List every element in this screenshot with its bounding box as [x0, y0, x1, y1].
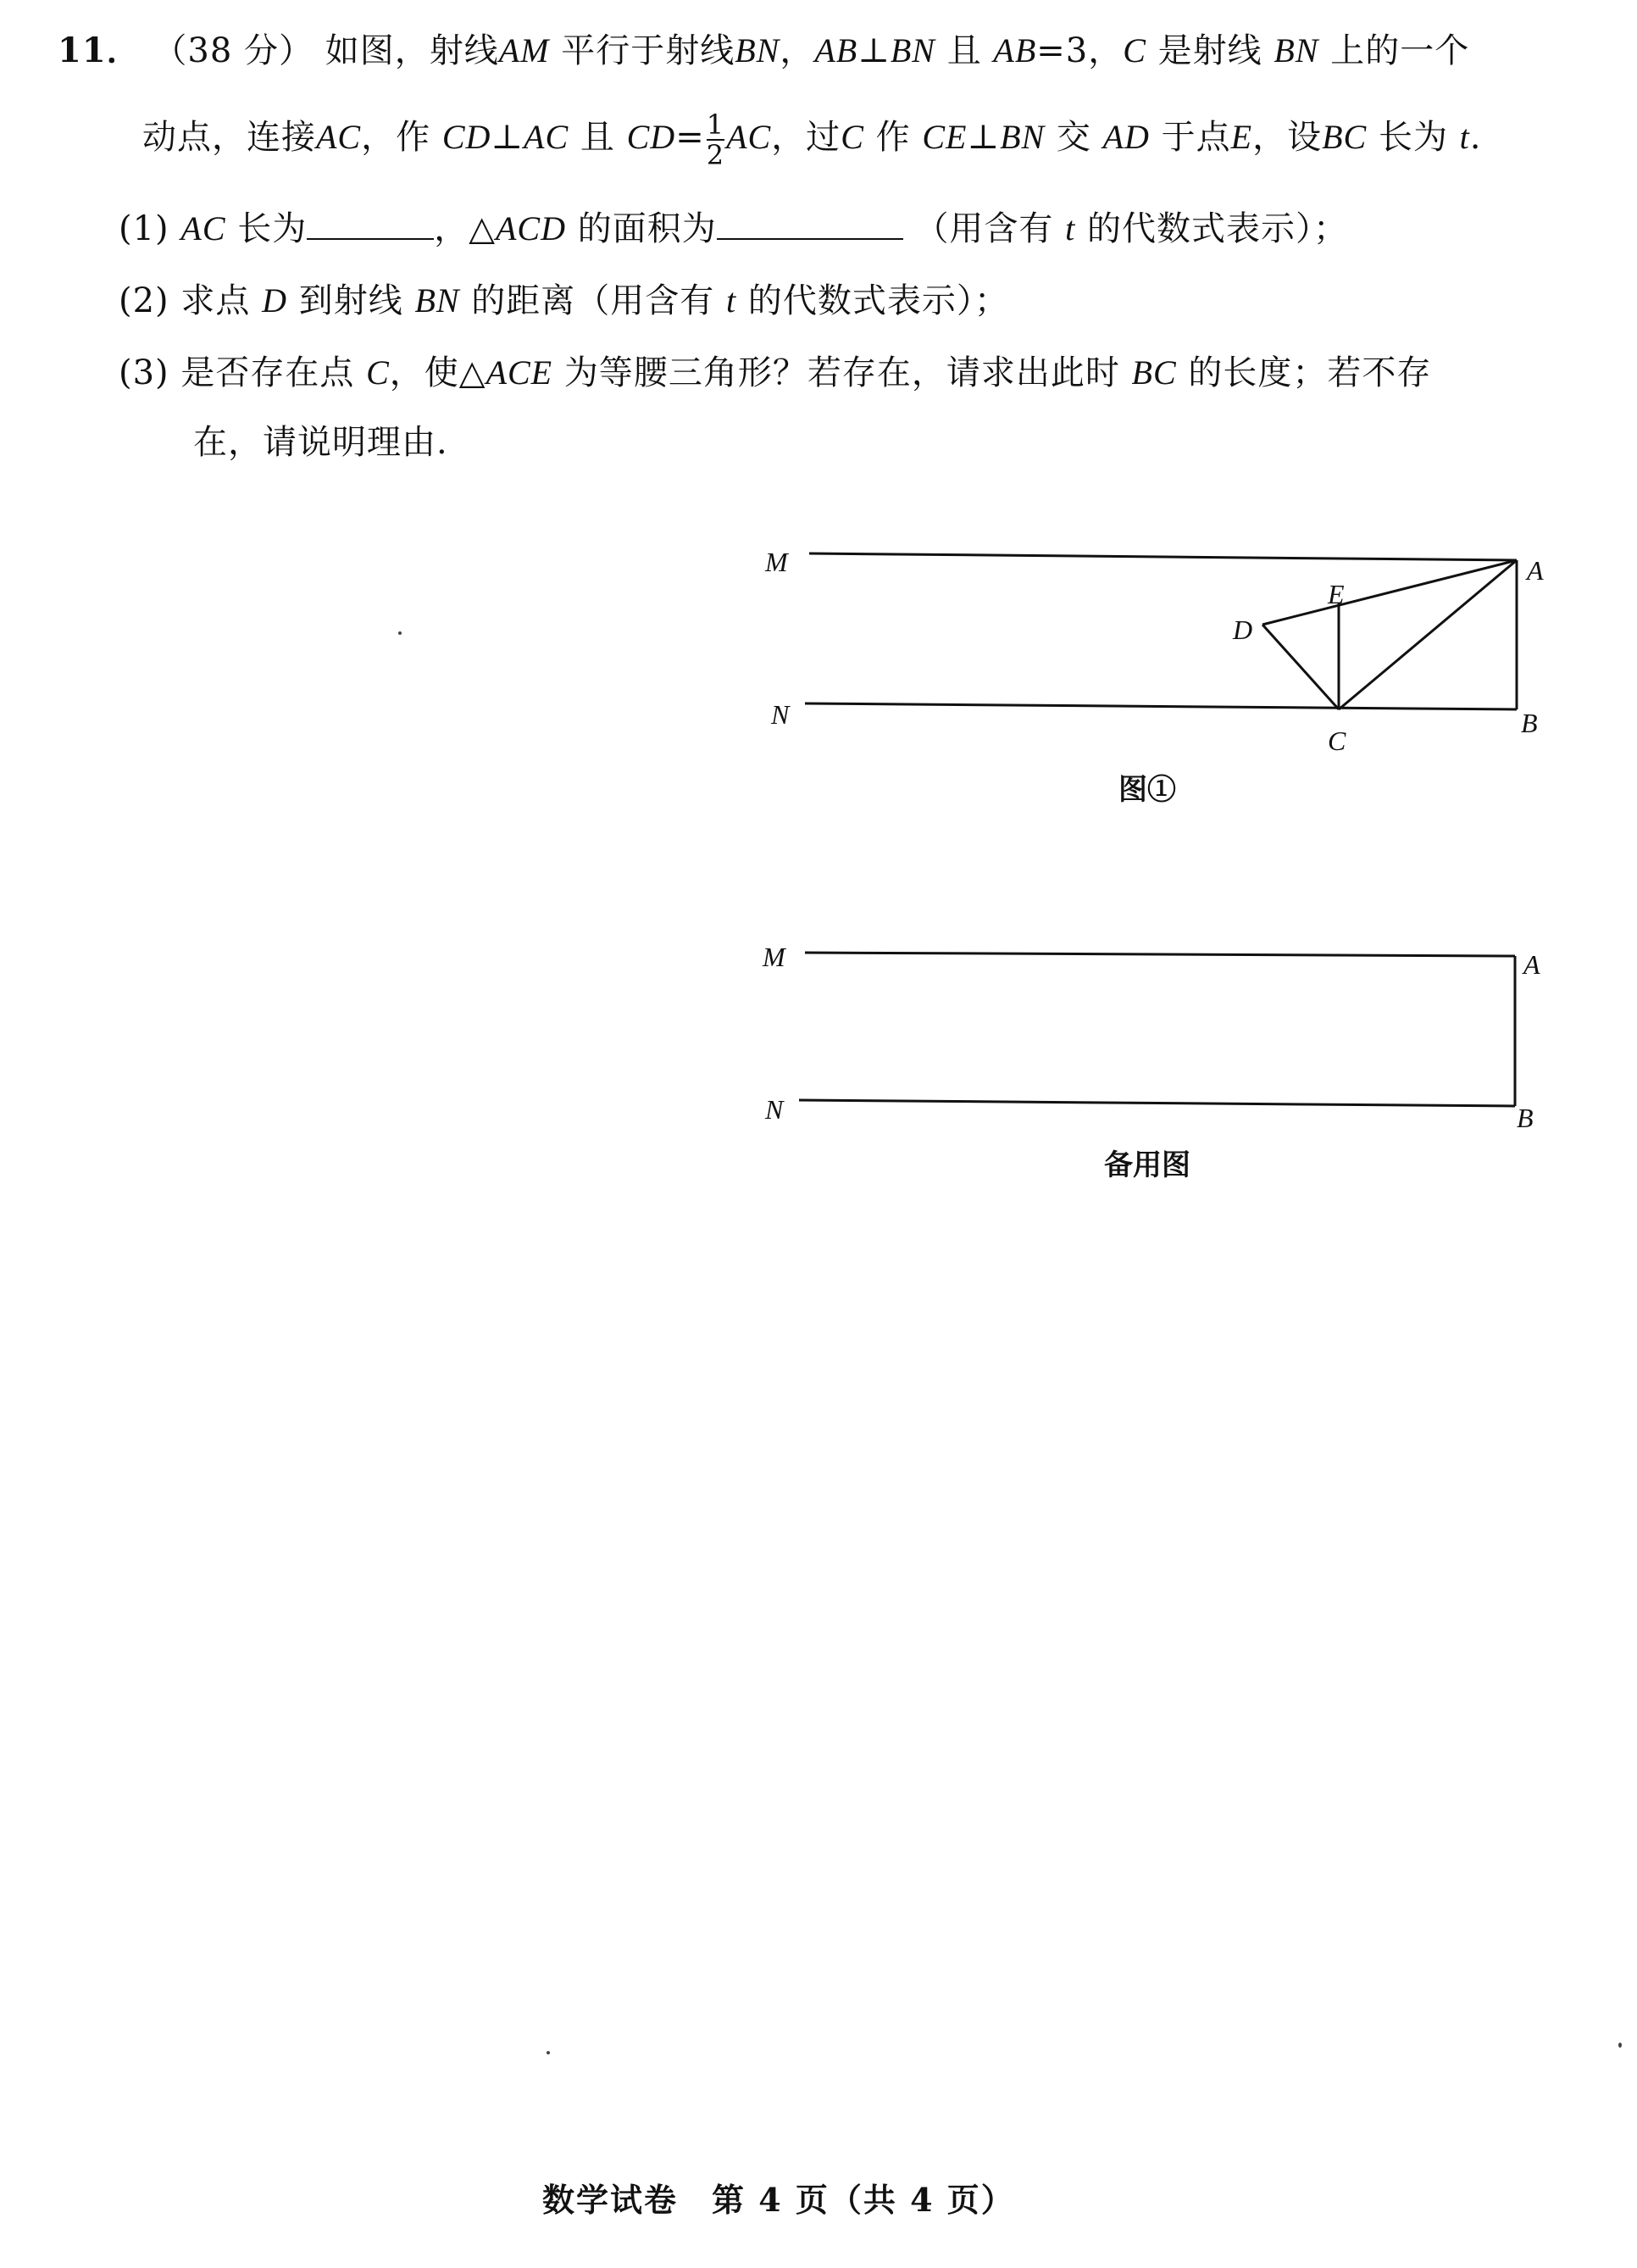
part-label: (3) — [119, 353, 169, 392]
var-ad: AD — [1102, 118, 1150, 156]
figure-2-caption: 备用图 — [1104, 1148, 1190, 1182]
text: 到射线 — [298, 281, 403, 320]
text: ，过 — [771, 118, 841, 157]
text: 上的一个 — [1330, 31, 1470, 70]
label-a: A — [1527, 555, 1544, 586]
equals-sign: = — [675, 118, 705, 157]
label-d: D — [1233, 614, 1253, 645]
text: 是否存在点 — [180, 353, 355, 392]
var-c: C — [1123, 31, 1146, 69]
perp-symbol: ⊥ — [491, 118, 524, 157]
text: 是射线 — [1157, 31, 1262, 70]
text: 于点 — [1161, 118, 1231, 157]
var-bn: BN — [414, 281, 460, 320]
var-ac: AC — [524, 118, 569, 156]
label-a-backup: A — [1523, 949, 1540, 980]
text: 长为 — [237, 209, 308, 248]
text: . — [1469, 118, 1482, 157]
text: 且 — [580, 118, 615, 157]
var-ac: AC — [180, 209, 226, 247]
var-acd: ACD — [496, 209, 566, 247]
label-b-backup: B — [1517, 1103, 1534, 1133]
ray-am-backup — [805, 953, 1515, 956]
var-bn: BN — [890, 31, 935, 69]
ray-am — [809, 553, 1517, 560]
var-ac: AC — [726, 118, 772, 156]
text: ，设 — [1252, 118, 1323, 157]
text: 的距离（用含有 — [471, 281, 715, 320]
var-c: C — [366, 353, 390, 392]
var-ce: CE — [922, 118, 968, 156]
part-label: (2) — [119, 281, 169, 320]
text: 长为 — [1378, 118, 1448, 157]
var-c: C — [841, 118, 864, 156]
text: 的面积为 — [577, 209, 717, 248]
text: 平行于射线 — [561, 31, 735, 70]
var-ace: ACE — [486, 353, 553, 392]
var-bc: BC — [1322, 118, 1368, 156]
var-cd: CD — [441, 118, 491, 156]
label-m-backup: M — [763, 942, 785, 972]
text: 求点 — [180, 281, 251, 320]
text: 的代数式表示）； — [747, 281, 1009, 320]
label-c: C — [1328, 725, 1346, 756]
var-bn: BN — [735, 31, 780, 69]
var-e: E — [1230, 118, 1253, 156]
question-score: （38 分） — [153, 31, 314, 70]
text: ，作 — [361, 118, 431, 157]
page-footer: 数学试卷 第 4 页（共 4 页） — [542, 2181, 1015, 2219]
var-bn: BN — [1274, 31, 1319, 69]
label-n-backup: N — [765, 1094, 784, 1125]
fraction-numerator: 1 — [706, 108, 725, 141]
text: ，△ — [434, 209, 496, 248]
var-ab: AB — [814, 31, 858, 69]
text: 且 — [946, 31, 982, 70]
text: 动点，连接 — [142, 118, 316, 157]
text: =3， — [1036, 31, 1124, 70]
text: ， — [780, 31, 815, 70]
perp-symbol: ⊥ — [967, 118, 1001, 157]
scan-speck — [398, 631, 402, 635]
fraction-denominator: 2 — [706, 139, 725, 171]
ray-bn-backup — [799, 1100, 1515, 1106]
var-bc: BC — [1131, 353, 1177, 392]
text: 交 — [1056, 118, 1091, 157]
segment-cd — [1262, 625, 1339, 709]
ray-bn — [805, 703, 1517, 709]
var-cd: CD — [626, 118, 676, 156]
scan-speck — [1618, 2043, 1622, 2048]
text: 如图，射线 — [325, 31, 499, 70]
text: 的代数式表示）； — [1087, 209, 1348, 248]
var-t: t — [1065, 209, 1076, 247]
question-number: 11． — [58, 31, 142, 70]
scan-speck — [547, 2051, 550, 2054]
var-ab: AB — [993, 31, 1037, 69]
text: 作 — [875, 118, 911, 157]
perp-symbol: ⊥ — [857, 31, 891, 70]
var-d: D — [262, 281, 287, 320]
text: （用含有 — [914, 209, 1054, 248]
label-n: N — [771, 699, 790, 730]
var-ac: AC — [316, 118, 362, 156]
label-e: E — [1328, 579, 1345, 609]
var-t: t — [726, 281, 737, 320]
text: 在，请说明理由. — [193, 423, 448, 462]
figure-1-caption: 图① — [1118, 773, 1176, 807]
text: 为等腰三角形？若存在，请求出此时 — [563, 353, 1120, 392]
var-t: t — [1459, 118, 1470, 156]
var-bn: BN — [1000, 118, 1046, 156]
part-label: (1) — [119, 209, 169, 248]
label-m: M — [765, 547, 788, 577]
var-am: AM — [498, 31, 550, 69]
text: ，使△ — [389, 353, 486, 392]
label-b: B — [1521, 708, 1538, 738]
text: 的长度；若不存 — [1188, 353, 1432, 392]
